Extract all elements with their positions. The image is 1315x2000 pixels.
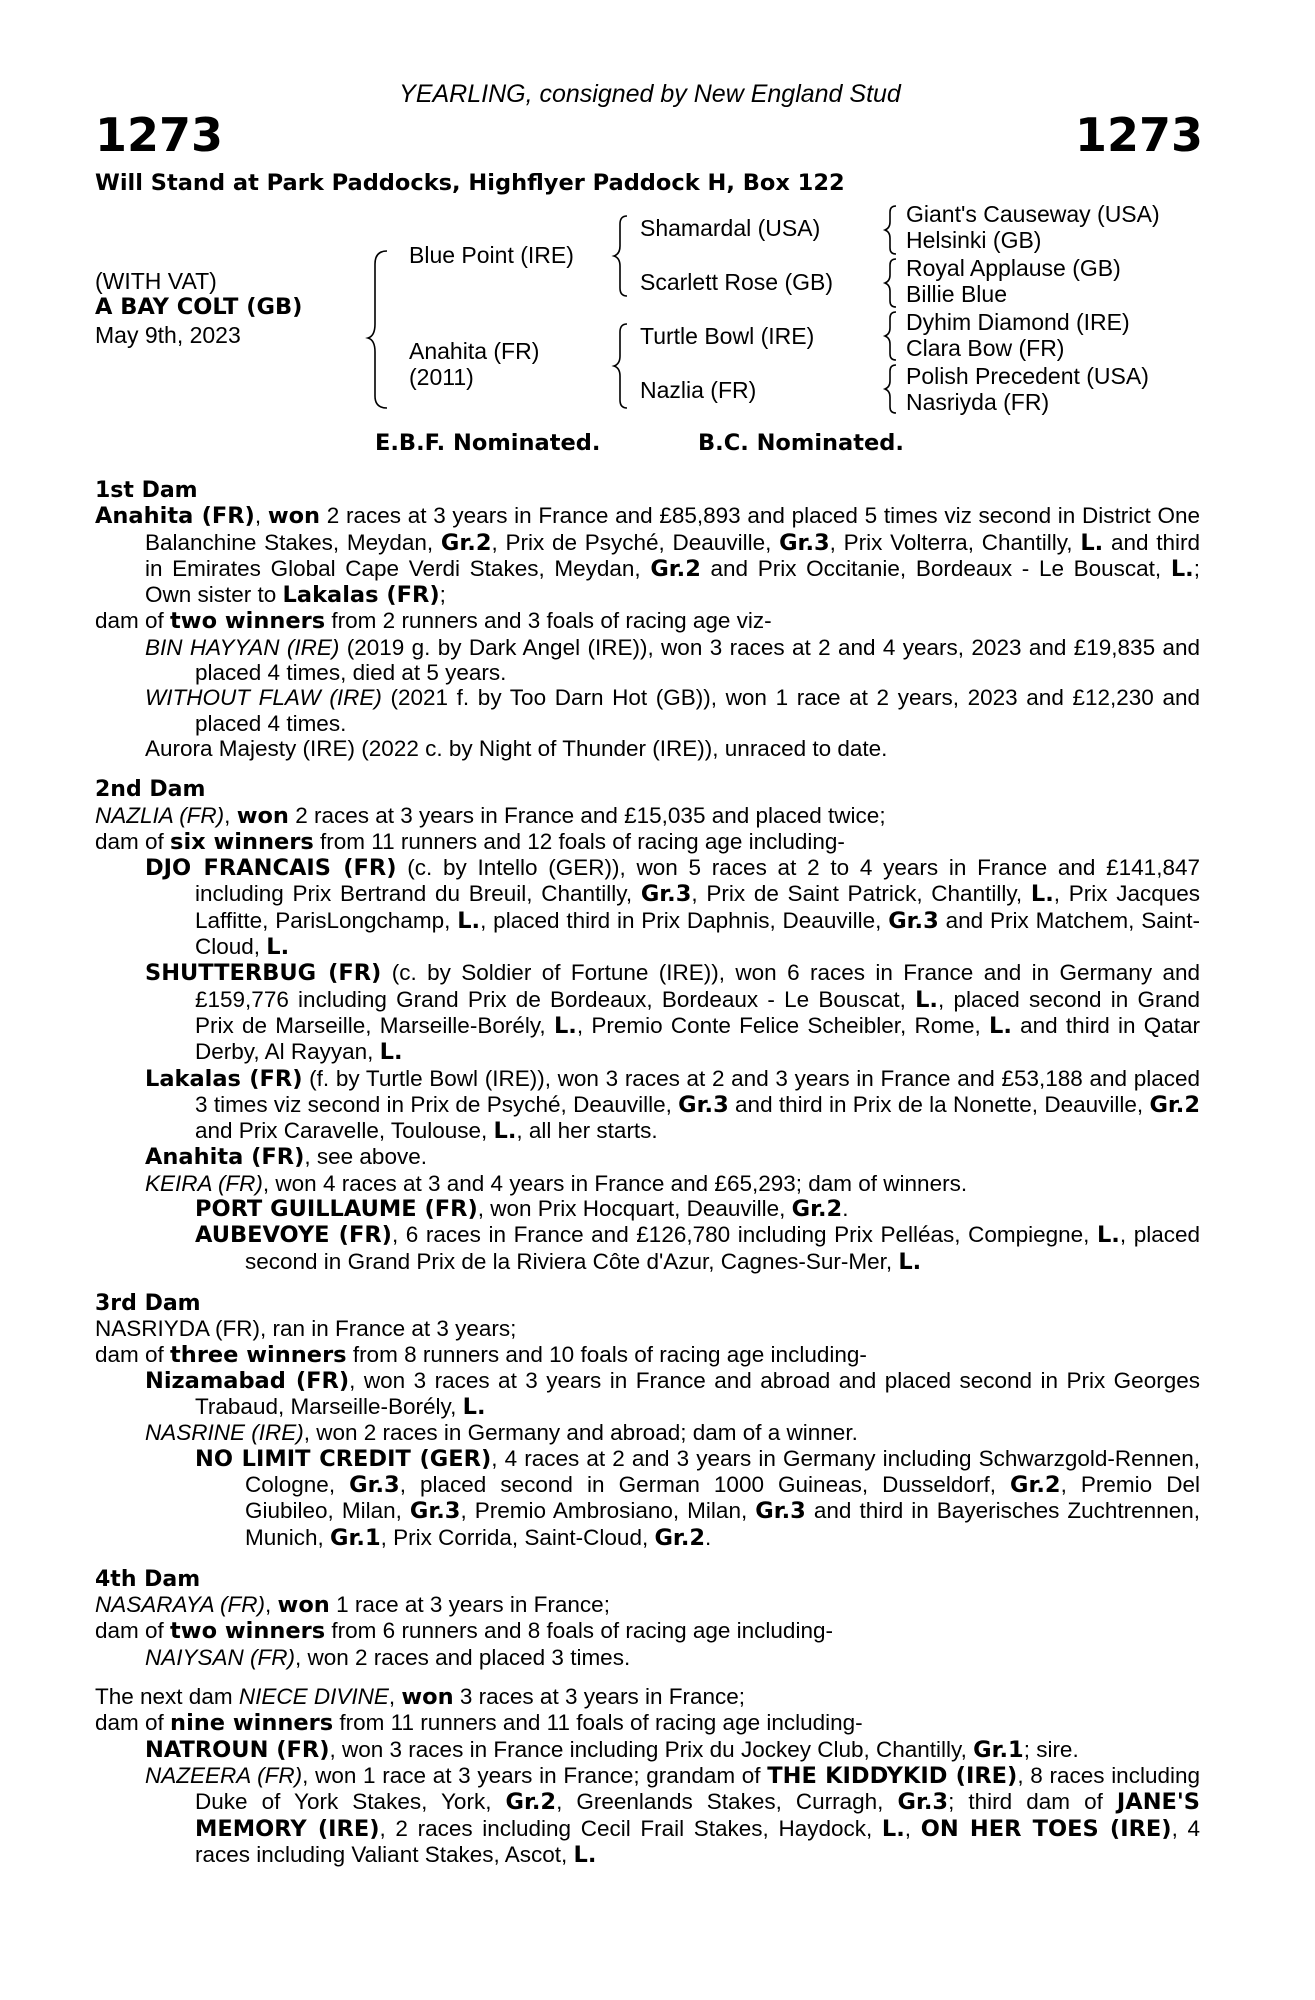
produce-item: Anahita (FR), see above.	[145, 1144, 427, 1171]
produce-item: BIN HAYYAN (IRE) (2019 g. by Dark Angel (IRE)), won 3 races at 2 and 4 years, 2023 and £19,835 and placed 4 times, died at 5 years.	[145, 634, 1200, 686]
second-dam-heading: 2nd Dam	[95, 777, 206, 803]
brace-g2	[885, 259, 896, 307]
gg-3: Royal Applause (GB)	[906, 255, 1121, 281]
dam-sire: Turtle Bowl (IRE)	[640, 323, 815, 349]
gg-1: Giant's Causeway (USA)	[906, 201, 1160, 227]
third-dam-record: NASRIYDA (FR), ran in France at 3 years;	[95, 1316, 517, 1342]
next-dam-produce-summary: dam of nine winners from 11 runners and 11 foals of racing age including-	[95, 1710, 863, 1737]
produce-item: NAZEERA (FR), won 1 race at 3 years in France; grandam of THE KIDDYKID (IRE), 8 races including Duke of York Stakes, York, Gr.2, Greenlands Stakes, Curragh, Gr.3; third dam of JANE'S MEMORY (IRE), 2 races including Cecil Frail Stakes, Haydock, L., ON HER TOES (IRE), 4 races including Valiant Stakes, Ascot, L.	[145, 1762, 1201, 1868]
brace-g3	[885, 312, 896, 360]
vat-note: (WITH VAT)	[95, 268, 217, 294]
brace-g4	[885, 365, 896, 413]
ebf-nominated: E.B.F. Nominated.	[375, 430, 601, 456]
gg-4: Billie Blue	[906, 281, 1007, 307]
third-dam-heading: 3rd Dam	[95, 1290, 201, 1316]
dam: Anahita (FR)	[409, 338, 540, 364]
first-dam-produce-summary: dam of two winners from 2 runners and 3 foals of racing age viz-	[95, 608, 772, 635]
first-dam-record: Anahita (FR), won 2 races at 3 years in France and £85,893 and placed 5 times viz second in District One Balanchine Stakes, Meydan, Gr.2, Prix de Psyché, Deauville, Gr.3, Prix Volterra, Chantilly, L. and third in Emirates Global Cape Verdi Stakes, Meydan, Gr.2 and Prix Occitanie, Bordeaux - Le Bouscat, L.; Own sister to Lakalas (FR);	[95, 503, 1201, 609]
gg-6: Clara Bow (FR)	[906, 335, 1065, 361]
second-dam-record: NAZLIA (FR), won 2 races at 3 years in France and £15,035 and placed twice;	[95, 802, 886, 829]
stand-location: Will Stand at Park Paddocks, Highflyer Paddock H, Box 122	[95, 170, 845, 196]
consignment-line: YEARLING, consigned by New England Stud	[399, 80, 901, 108]
sire: Blue Point (IRE)	[409, 242, 574, 268]
grandchild-item: AUBEVOYE (FR), 6 races in France and £126,780 including Prix Pelléas, Compiegne, L., placed second in Grand Prix de la Riviera Côte d'Azur, Cagnes-Sur-Mer, L.	[195, 1222, 1200, 1275]
produce-item: WITHOUT FLAW (IRE) (2021 f. by Too Darn Hot (GB)), won 1 race at 2 years, 2023 and £12,230 and placed 4 times.	[145, 685, 1200, 736]
horse-name: A BAY COLT (GB)	[95, 294, 303, 320]
bc-nominated: B.C. Nominated.	[698, 430, 904, 456]
fourth-dam-record: NASARAYA (FR), won 1 race at 3 years in France;	[95, 1592, 610, 1619]
brace-main	[368, 251, 387, 408]
produce-item: NASRINE (IRE), won 2 races in Germany and abroad; dam of a winner.	[145, 1420, 858, 1446]
fourth-dam-heading: 4th Dam	[95, 1566, 201, 1592]
brace-sire	[614, 216, 627, 296]
gg-8: Nasriyda (FR)	[906, 389, 1050, 415]
brace-g1	[885, 206, 896, 254]
produce-item: NATROUN (FR), won 3 races in France including Prix du Jockey Club, Chantilly, Gr.1; sire.	[145, 1736, 1079, 1763]
catalogue-body	[95, 478, 1200, 1868]
won-label: won	[267, 503, 321, 530]
gg-5: Dyhim Diamond (IRE)	[906, 309, 1130, 335]
gg-7: Polish Precedent (USA)	[906, 363, 1149, 389]
brace-dam	[614, 324, 627, 408]
foaling-date: May 9th, 2023	[95, 322, 241, 348]
produce-item: Aurora Majesty (IRE) (2022 c. by Night of Thunder (IRE)), unraced to date.	[145, 735, 888, 761]
fourth-dam-produce-summary: dam of two winners from 6 runners and 8 foals of racing age including-	[95, 1618, 833, 1645]
produce-item: SHUTTERBUG (FR) (c. by Soldier of Fortune (IRE)), won 6 races in France and in Germany and £159,776 including Grand Prix de Bordeaux, Bordeaux - Le Bouscat, L., placed second in Grand Prix de Marseille, Marseille-Borély, L., Premio Conte Felice Scheibler, Rome, L. and third in Qatar Derby, Al Rayyan, L.	[145, 960, 1201, 1066]
dam-dam: Nazlia (FR)	[640, 377, 757, 403]
dam-name: Anahita (FR)	[95, 503, 255, 530]
gg-2: Helsinki (GB)	[906, 227, 1042, 253]
lot-number-left: 1273	[95, 108, 224, 162]
produce-item: NAIYSAN (FR), won 2 races and placed 3 times.	[145, 1644, 631, 1670]
produce-item: KEIRA (FR), won 4 races at 3 and 4 years in France and £65,293; dam of winners.	[145, 1170, 968, 1196]
produce-item: Nizamabad (FR), won 3 races at 3 years in France and abroad and placed second in Prix Georges Trabaud, Marseille-Borély, L.	[145, 1367, 1200, 1421]
dam-year: (2011)	[409, 364, 474, 390]
third-dam-produce-summary: dam of three winners from 8 runners and 10 foals of racing age including-	[95, 1341, 867, 1368]
first-dam-heading: 1st Dam	[95, 478, 198, 503]
lot-number-right: 1273	[1074, 108, 1203, 162]
produce-item: DJO FRANCAIS (FR) (c. by Intello (GER)), won 5 races at 2 to 4 years in France and £141,847 including Prix Bertrand du Breuil, Chantilly, Gr.3, Prix de Saint Patrick, Chantilly, L., Prix Jacques Laffitte, ParisLongchamp, L., placed third in Prix Daphnis, Deauville, Gr.3 and Prix Matchem, Saint-Cloud, L.	[145, 855, 1200, 961]
produce-item: Lakalas (FR) (f. by Turtle Bowl (IRE)), won 3 races at 2 and 3 years in France and £53,188 and placed 3 times viz second in Prix de Psyché, Deauville, Gr.3 and third in Prix de la Nonette, Deauville, Gr.2 and Prix Caravelle, Toulouse, L., all her starts.	[145, 1065, 1200, 1145]
grandchild-item: NO LIMIT CREDIT (GER), 4 races at 2 and 3 years in Germany including Schwarzgold-Rennen, Cologne, Gr.3, placed second in German 1000 Guineas, Dusseldorf, Gr.2, Premio Del Giubileo, Milan, Gr.3, Premio Ambrosiano, Milan, Gr.3 and third in Bayerisches Zuchtrennen, Munich, Gr.1, Prix Corrida, Saint-Cloud, Gr.2.	[195, 1445, 1200, 1551]
sire-dam: Scarlett Rose (GB)	[640, 269, 833, 295]
second-dam-produce-summary: dam of six winners from 11 runners and 12 foals of racing age including-	[95, 828, 845, 855]
next-dam-record: The next dam NIECE DIVINE, won 3 races at 3 years in France;	[95, 1684, 746, 1711]
grandchild-item: PORT GUILLAUME (FR), won Prix Hocquart, Deauville, Gr.2.	[195, 1196, 849, 1223]
sire-sire: Shamardal (USA)	[640, 215, 821, 241]
